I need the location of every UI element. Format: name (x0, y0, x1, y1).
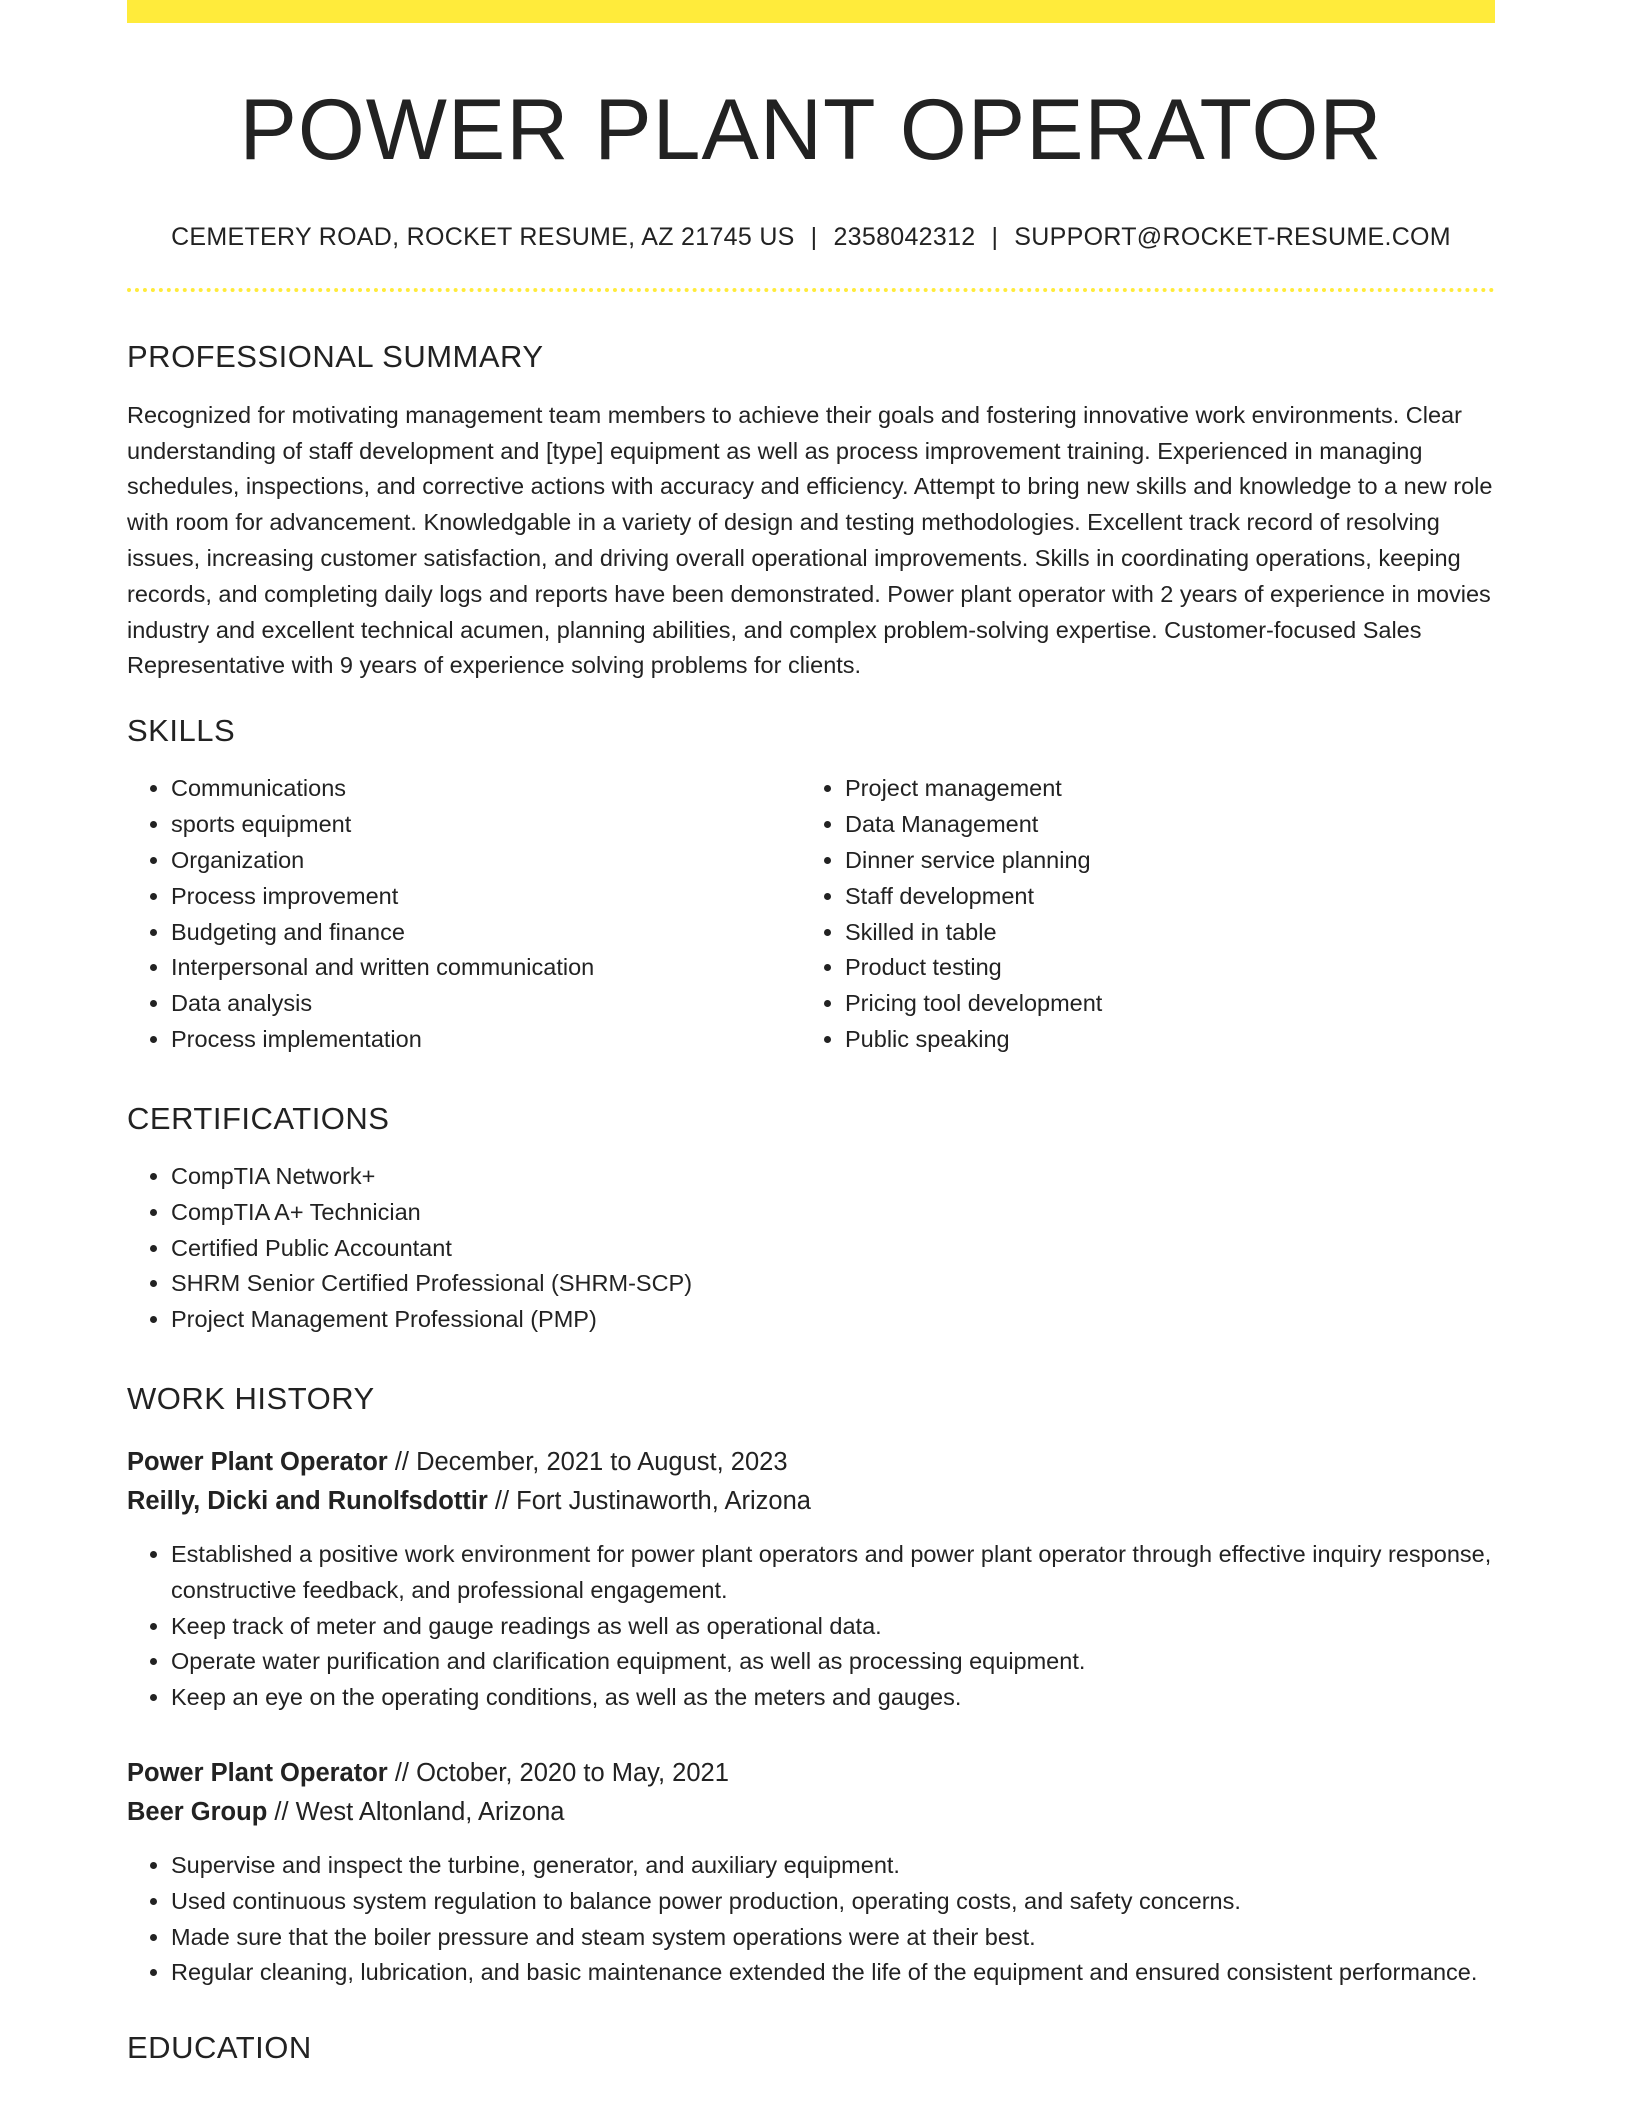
skills-column-left (127, 771, 801, 1057)
job-company-line (127, 1482, 1495, 1521)
skills-list-left (127, 771, 801, 1057)
summary-heading: PROFESSIONAL SUMMARY (127, 338, 544, 374)
contact-address: CEMETERY ROAD, ROCKET RESUME, AZ 21745 US (171, 222, 795, 251)
skill-item: • Data Management (845, 807, 1475, 843)
certification-item: • SHRM Senior Certified Professional (SHRM-SCP) (171, 1266, 1495, 1302)
job-bullets (127, 1537, 1495, 1716)
job-title: Power Plant Operator (127, 1448, 388, 1477)
top-accent-bar (127, 0, 1495, 23)
skill-item: • Interpersonal and written communication (171, 950, 801, 986)
dotted-divider (127, 288, 1495, 292)
certification-item: • CompTIA Network+ (171, 1159, 1495, 1195)
job-bullets (127, 1848, 1495, 1991)
skills-columns (127, 771, 1495, 1057)
skill-item: • Dinner service planning (845, 843, 1475, 879)
skill-item: • Product testing (845, 950, 1475, 986)
job-title-line (127, 1754, 1495, 1793)
resume-name: POWER PLANT OPERATOR (239, 82, 1383, 178)
job-bullet: • Operate water purification and clarification equipment, as well as processing equipment. (171, 1644, 1495, 1680)
education-heading: EDUCATION (127, 2030, 312, 2066)
skill-item: • Skilled in table (845, 915, 1475, 951)
skill-item: • sports equipment (171, 807, 801, 843)
work-history-heading: WORK HISTORY (127, 1380, 375, 1416)
job-bullet: • Keep track of meter and gauge readings as well as operational data. (171, 1609, 1495, 1645)
job-title: Power Plant Operator (127, 1759, 388, 1788)
job-dates: // October, 2020 to May, 2021 (387, 1759, 729, 1788)
resume-page (127, 0, 1495, 2066)
job-bullet: • Made sure that the boiler pressure and steam system operations were at their best. (171, 1920, 1495, 1956)
job-bullet: • Used continuous system regulation to balance power production, operating costs, and safety concerns. (171, 1884, 1495, 1920)
skill-item: • Staff development (845, 879, 1475, 915)
certification-item: • Certified Public Accountant (171, 1231, 1495, 1267)
summary-text: Recognized for motivating management team members to achieve their goals and fostering innovative work environments. Clear understanding of staff development and [type] equipment as well as process improvement training. Experienced in managing schedules, inspections, and corrective actions with accuracy and efficiency. Attempt to bring new skills and knowledge to a new role with room for advancement. Knowledgable in a variety of design and testing methodologies. Excellent track record of resolving issues, increasing customer satisfaction, and driving overall operational improvements. Skills in coordinating operations, keeping records, and completing daily logs and reports have been demonstrated. Power plant operator with 2 years of experience in movies industry and excellent technical acumen, planning abilities, and complex problem-solving expertise. Customer-focused Sales Representative with 9 years of experience solving problems for clients. (127, 401, 1493, 679)
contact-line (127, 223, 1495, 252)
job-bullet: • Supervise and inspect the turbine, generator, and auxiliary equipment. (171, 1848, 1495, 1884)
job-company: Reilly, Dicki and Runolfsdottir (127, 1487, 488, 1516)
job-bullet: • Regular cleaning, lubrication, and basic maintenance extended the life of the equipment and ensured consistent performance. (171, 1955, 1495, 1991)
job-location: // West Altonland, Arizona (267, 1798, 565, 1827)
certifications-list (127, 1159, 1495, 1338)
certification-item: • CompTIA A+ Technician (171, 1195, 1495, 1231)
certification-item: • Project Management Professional (PMP) (171, 1302, 1495, 1338)
skills-list-right (801, 771, 1475, 1057)
skill-item: • Public speaking (845, 1022, 1475, 1058)
skills-heading: SKILLS (127, 713, 236, 749)
skill-item: • Data analysis (171, 986, 801, 1022)
skill-item: • Organization (171, 843, 801, 879)
skill-item: • Communications (171, 771, 801, 807)
job-bullet: • Established a positive work environment for power plant operators and power plant operator through effective inquiry response, constructive feedback, and professional engagement. (171, 1537, 1495, 1609)
skill-item: • Budgeting and finance (171, 915, 801, 951)
skill-item: • Project management (845, 771, 1475, 807)
certifications-heading: CERTIFICATIONS (127, 1100, 390, 1136)
skill-item: • Pricing tool development (845, 986, 1475, 1022)
job-company: Beer Group (127, 1798, 268, 1827)
contact-phone[interactable]: 2358042312 (833, 222, 976, 251)
contact-email[interactable]: SUPPORT@ROCKET-RESUME.COM (1014, 222, 1451, 251)
job-entry (127, 1443, 1495, 1716)
job-bullet: • Keep an eye on the operating conditions, as well as the meters and gauges. (171, 1680, 1495, 1716)
contact-separator: | (810, 222, 818, 251)
skills-column-right (801, 771, 1475, 1057)
job-dates: // December, 2021 to August, 2023 (387, 1448, 788, 1477)
skill-item: • Process implementation (171, 1022, 801, 1058)
job-title-line (127, 1443, 1495, 1482)
job-company-line (127, 1793, 1495, 1832)
job-entry (127, 1754, 1495, 1991)
skill-item: • Process improvement (171, 879, 801, 915)
job-location: // Fort Justinaworth, Arizona (487, 1487, 811, 1516)
contact-separator: | (991, 222, 999, 251)
